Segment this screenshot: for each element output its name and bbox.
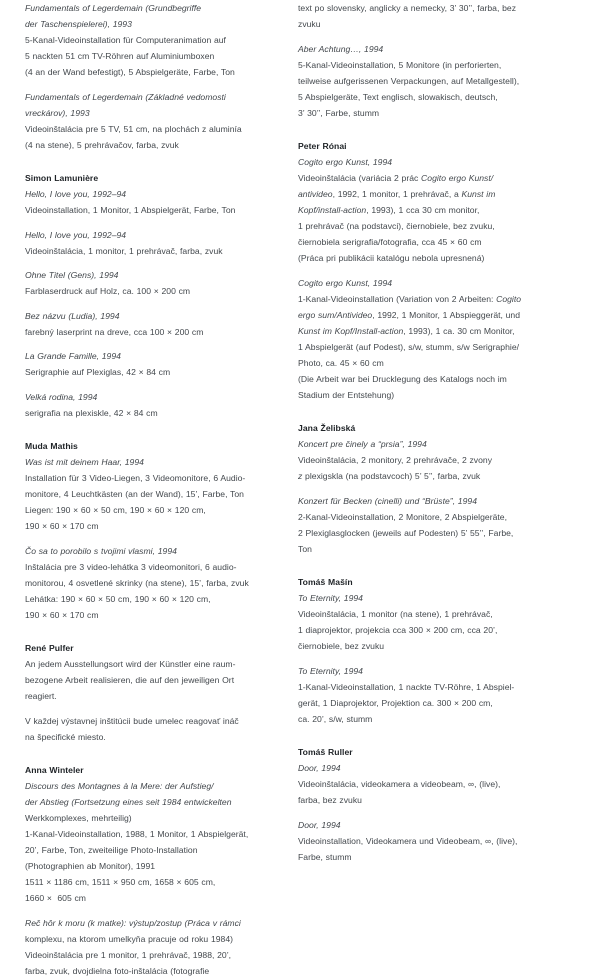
entry-line: Door, 1994 — [298, 762, 341, 773]
entry-line: 5-Kanal-Videoinstallation für Computeranimation auf — [25, 35, 226, 46]
catalogue-entry — [298, 817, 566, 865]
catalogue-entry — [298, 574, 566, 654]
entry-line: reagiert. — [25, 691, 57, 702]
entry-line: 1 prehrávač (na podstavci), čiernobiele, bez zvuku, — [298, 221, 495, 232]
section-spacer — [25, 632, 293, 641]
section-spacer — [298, 565, 566, 574]
entry-line: bezogene Arbeit realisieren, die auf den jeweiligen Ort — [25, 675, 235, 686]
entry-line: Werkkomplexes, mehrteilig) — [25, 812, 132, 823]
entry-line: teilweise aufgerissenen Verpackungen, auf Metallgestell), — [298, 75, 520, 86]
entry-line: ergo sum/Antivideo, 1992, 1 Monitor, 1 Abspieggerät, und — [298, 309, 521, 320]
entry-line: zvuku — [298, 19, 321, 30]
catalogue-entry — [25, 640, 293, 704]
section-spacer — [25, 430, 293, 439]
entry-line: 3’ 30’’, Farbe, stumm — [298, 107, 380, 118]
entry-line: Videoinštalácia, videokamera a videobeam, ∞, (live), — [298, 778, 501, 789]
artist-name-heading: René Pulfer — [25, 643, 74, 654]
entry-line: Videoinštalácia pre 5 TV, 51 cm, na plochách z aluminía — [25, 123, 242, 134]
entry-line: Hello, I love you, 1992–94 — [25, 229, 127, 240]
entry-line: Farbe, stumm — [298, 851, 352, 862]
entry-line: Konzert für Becken (cinelli) und “Brüste”, 1994 — [298, 495, 478, 506]
entry-line: 1-Kanal-Videoinstallation, 1 nackte TV-Röhre, 1 Abspiel- — [298, 681, 515, 692]
right-text-column — [298, 0, 566, 900]
entry-line: Ohne Titel (Gens), 1994 — [25, 270, 119, 281]
entry-line: Photo, ca. 45 × 60 cm — [298, 357, 384, 368]
entry-line: Kunst im Kopf/Install-action, 1993), 1 ca. 30 cm Monitor, — [298, 325, 515, 336]
entry-line: čiernobiele, bez zvuku — [298, 641, 385, 652]
catalogue-entry — [25, 89, 293, 153]
catalogue-entry — [298, 744, 566, 808]
catalogue-entry — [298, 41, 566, 121]
entry-line: 1-Kanal-Videoinstallation (Variation von 2 Arbeiten: Cogito — [298, 293, 522, 304]
entry-line: 1-Kanal-Videoinstallation, 1988, 1 Monitor, 1 Abspielgerät, — [25, 829, 249, 840]
entry-line: 5 Abspielgeräte, Text englisch, slowakisch, deutsch, — [298, 91, 498, 102]
catalogue-entry — [298, 420, 566, 484]
entry-line: ca. 20’, s/w, stumm — [298, 713, 373, 724]
entry-line: Hello, I love you, 1992–94 — [25, 188, 127, 199]
entry-line: To Eternity, 1994 — [298, 665, 363, 676]
entry-line: Videoinštalácia (variácia 2 prác Cogito ergo Kunst/ — [298, 172, 494, 183]
artist-name-heading: Tomáš Ruller — [298, 746, 353, 757]
entry-line: Videoinštalácia, 1 monitor (na stene), 1 prehrávač, — [298, 609, 493, 620]
entry-line: der Taschenspielerei), 1993 — [25, 19, 132, 30]
entry-line: (Die Arbeit war bei Drucklegung des Katalogs noch im — [298, 373, 507, 384]
catalogue-entry — [25, 438, 293, 534]
entry-line: Inštalácia pre 3 video-lehátka 3 videomonitori, 6 audio- — [25, 561, 237, 572]
catalogue-entry — [298, 275, 566, 403]
entry-line: Velká rodina, 1994 — [25, 391, 98, 402]
entry-line: Videoinštalácia, 2 monitory, 2 prehrávače, 2 zvony — [298, 455, 493, 466]
entry-line: gerät, 1 Diaprojektor, Projektion ca. 300 × 200 cm, — [298, 697, 493, 708]
catalogue-entry — [25, 348, 293, 380]
entry-line: La Grande Famille, 1994 — [25, 351, 121, 362]
entry-line: Cogito ergo Kunst, 1994 — [298, 277, 393, 288]
catalogue-entry — [298, 493, 566, 557]
entry-line: farebný laserprint na dreve, cca 100 × 200 cm — [25, 326, 204, 337]
entry-line: Was ist mit deinem Haar, 1994 — [25, 457, 144, 468]
entry-line: monitorou, 4 osvetlené skrinky (na stene), 15’, farba, zvuk — [25, 577, 249, 588]
entry-line: serigrafia na plexiskle, 42 × 84 cm — [25, 407, 158, 418]
catalogue-entry — [25, 713, 293, 745]
entry-line: Videoinstallation, Videokamera und Videobeam, ∞, (live), — [298, 835, 518, 846]
entry-line: Koncert pre činely a “prsia”, 1994 — [298, 439, 427, 450]
entry-line: Kopf/install-action, 1993), 1 cca 30 cm monitor, — [298, 205, 480, 216]
entry-line: Liegen: 190 × 60 × 50 cm, 190 × 60 × 120 cm, — [25, 505, 206, 516]
entry-line: (4 an der Wand befestigt), 5 Abspielgeräte, Farbe, Ton — [25, 67, 235, 78]
catalogue-entry — [25, 0, 293, 80]
entry-line: farba, zvuk, dvojdielna foto-inštalácia (fotografie — [25, 965, 210, 976]
section-spacer — [298, 129, 566, 138]
entry-line: antivideo, 1992, 1 monitor, 1 prehrávač, a Kunst im — [298, 188, 496, 199]
catalogue-entry — [25, 543, 293, 623]
entry-line: čiernobiela serigrafia/fotografia, cca 45 × 60 cm — [298, 237, 482, 248]
artist-name-heading: Anna Winteler — [25, 764, 84, 775]
entry-line: 5 nackten 51 cm TV-Röhren auf Aluminiumboxen — [25, 51, 215, 62]
entry-line: Reč hôr k moru (k matke): výstup/zostup (Práca v rámci — [25, 917, 241, 928]
entry-line: Cogito ergo Kunst, 1994 — [298, 156, 393, 167]
entry-line: 1 Abspielgerät (auf Podest), s/w, stumm, s/w Serigraphie/ — [298, 341, 520, 352]
entry-line: Farblaserdruck auf Holz, ca. 100 × 200 cm — [25, 286, 191, 297]
section-spacer — [298, 412, 566, 421]
entry-line: 1660 × 605 cm — [25, 893, 86, 904]
catalogue-entry — [298, 138, 566, 266]
entry-line: Čo sa to porobilo s tvojimi vlasmi, 1994 — [25, 545, 177, 556]
entry-line: Ton — [298, 543, 312, 554]
entry-line: 190 × 60 × 170 cm — [25, 610, 99, 620]
entry-line: z plexigskla (na podstavcoch) 5’ 5’’, farba, zvuk — [298, 471, 481, 482]
entry-line: der Abstieg (Fortsetzung eines seit 1984 entwickelten — [25, 796, 232, 807]
entry-line: V každej výstavnej inštitúcii bude umelec reagovať ináč — [25, 715, 239, 726]
catalogue-entry — [25, 267, 293, 299]
entry-line: 2 Plexiglasglocken (jeweils auf Podesten) 5’ 55’’, Farbe, — [298, 527, 514, 538]
entry-line: 190 × 60 × 170 cm — [25, 521, 99, 532]
catalogue-entry — [25, 915, 293, 979]
entry-line: na špecifické miesto. — [25, 731, 106, 742]
section-spacer — [25, 753, 293, 762]
entry-line: 5-Kanal-Videoinstallation, 5 Monitore (in perforierten, — [298, 59, 502, 70]
entry-line: komplexu, na ktorom umelkyňa pracuje od roku 1984) — [25, 933, 234, 944]
entry-line: 1511 × 1186 cm, 1511 × 950 cm, 1658 × 605 cm, — [25, 877, 216, 888]
left-text-column — [25, 0, 293, 976]
catalogue-entry — [298, 663, 566, 727]
artist-name-heading: Jana Želibská — [298, 423, 356, 434]
entry-line: Installation für 3 Video-Liegen, 3 Videomonitore, 6 Audio- — [25, 473, 246, 484]
entry-line: vreckárov), 1993 — [25, 107, 90, 118]
entry-line: text po slovensky, anglicky a nemecky, 3’ 30’’, farba, bez — [298, 3, 517, 13]
artist-name-heading: Peter Rónai — [298, 140, 347, 151]
catalogue-entry — [298, 0, 566, 32]
entry-line: Videoinštalácia, 1 monitor, 1 prehrávač, farba, zvuk — [25, 245, 223, 256]
section-spacer — [25, 161, 293, 170]
artist-name-heading: Simon Lamunière — [25, 172, 99, 183]
entry-line: farba, bez zvuku — [298, 795, 362, 806]
entry-line: 20’, Farbe, Ton, zweiteilige Photo-Installation — [25, 845, 198, 856]
entry-line: To Eternity, 1994 — [298, 593, 363, 603]
entry-line: Aber Achtung…, 1994 — [298, 43, 384, 54]
section-spacer — [298, 735, 566, 744]
entry-line: 2-Kanal-Videoinstallation, 2 Monitore, 2 Abspielgeräte, — [298, 511, 507, 522]
entry-line: Fundamentals of Legerdemain (Základné vedomosti — [25, 91, 226, 102]
catalogue-entry — [25, 308, 293, 340]
entry-line: Videoinštalácia pre 1 monitor, 1 prehrávač, 1988, 20’, — [25, 949, 232, 960]
entry-line: Stadium der Entstehung) — [298, 390, 395, 401]
artist-name-heading: Muda Mathis — [25, 441, 78, 452]
entry-line: (Photographien ab Monitor), 1991 — [25, 861, 156, 872]
entry-line: Door, 1994 — [298, 819, 341, 830]
catalogue-entry — [25, 227, 293, 259]
entry-line: Bez názvu (Ludia), 1994 — [25, 310, 120, 321]
catalogue-entry — [25, 762, 293, 906]
entry-line: An jedem Ausstellungsort wird der Künstler eine raum- — [25, 659, 236, 670]
entry-line: Fundamentals of Legerdemain (Grundbegriffe — [25, 3, 202, 13]
entry-line: Discours des Montagnes à la Mere: der Aufstieg/ — [25, 780, 214, 791]
entry-line: 1 diaprojektor, projekcia cca 300 × 200 cm, cca 20’, — [298, 625, 498, 636]
entry-line: (Práca pri publikácii katalógu nebola upresnená) — [298, 253, 485, 264]
entry-line: Serigraphie auf Plexiglas, 42 × 84 cm — [25, 367, 171, 378]
entry-line: (4 na stene), 5 prehrávačov, farba, zvuk — [25, 139, 179, 150]
artist-name-heading: Tomáš Mašín — [298, 576, 353, 587]
entry-line: Videoinstallation, 1 Monitor, 1 Abspielgerät, Farbe, Ton — [25, 205, 236, 216]
entry-line: monitore, 4 Leuchtkästen (an der Wand), 15’, Farbe, Ton — [25, 489, 244, 500]
entry-line: Lehátka: 190 × 60 × 50 cm, 190 × 60 × 120 cm, — [25, 593, 211, 604]
catalogue-entry — [25, 170, 293, 218]
catalogue-entry — [25, 389, 293, 421]
